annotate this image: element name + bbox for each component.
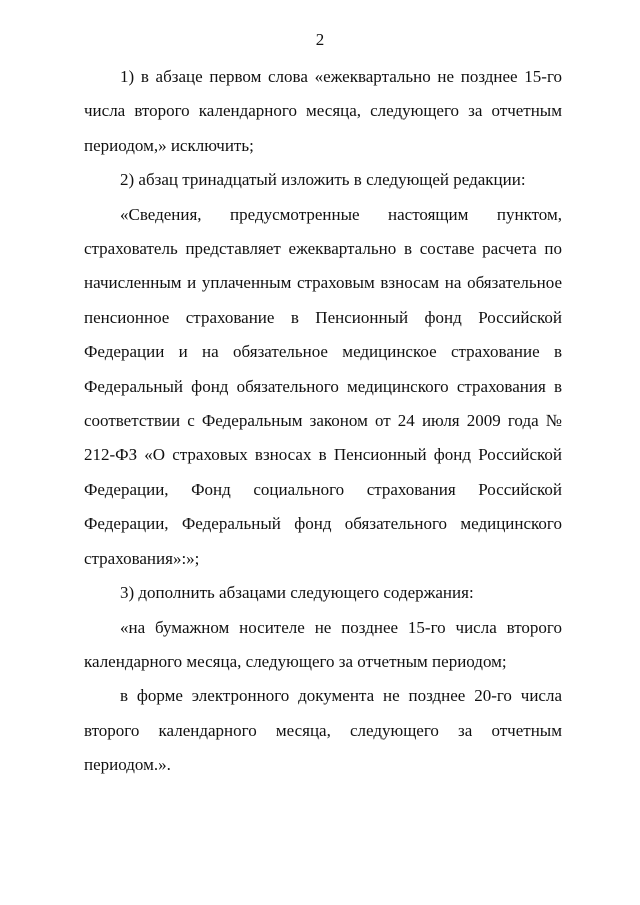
- page-number: 2: [315, 30, 325, 49]
- paragraph-paper-medium: «на бумажном носителе не позднее 15-го числа второго календарного месяца, следующего за отчетным периодом;: [84, 617, 562, 671]
- paragraph-item-1: 1) в абзаце первом слова «ежеквартально не позднее 15-го числа второго календарного месяца, следующего за отчетным периодом,» исключить;: [84, 67, 562, 155]
- paragraph-item-3: 3) дополнить абзацами следующего содержания:: [120, 583, 474, 603]
- paragraph-electronic-document: в форме электронного документа не позднее 20-го числа второго календарного месяца, следующего за отчетным периодом.».: [84, 686, 562, 775]
- document-body: [84, 60, 562, 783]
- paragraph-item-2: 2) абзац тринадцатый изложить в следующей редакции:: [120, 170, 526, 190]
- paragraph-quoted-text: «Сведения, предусмотренные настоящим пунктом, страхователь представляет ежеквартально в составе расчета по начисленным и уплаченным страховым взносам на обязательное пенсионное страхование в Пенсионный фонд Российской Федерации и на обязательное медицинское страхование в Федеральный фонд обязательного медицинского страхования в соответствии с Федеральным законом от 24 июля 2009 года № 212-ФЗ «О страховых взносах в Пенсионный фонд Российской Федерации, Фонд социального страхования Российской Федерации, Федеральный фонд обязательного медицинского страхования»:»;: [84, 204, 562, 568]
